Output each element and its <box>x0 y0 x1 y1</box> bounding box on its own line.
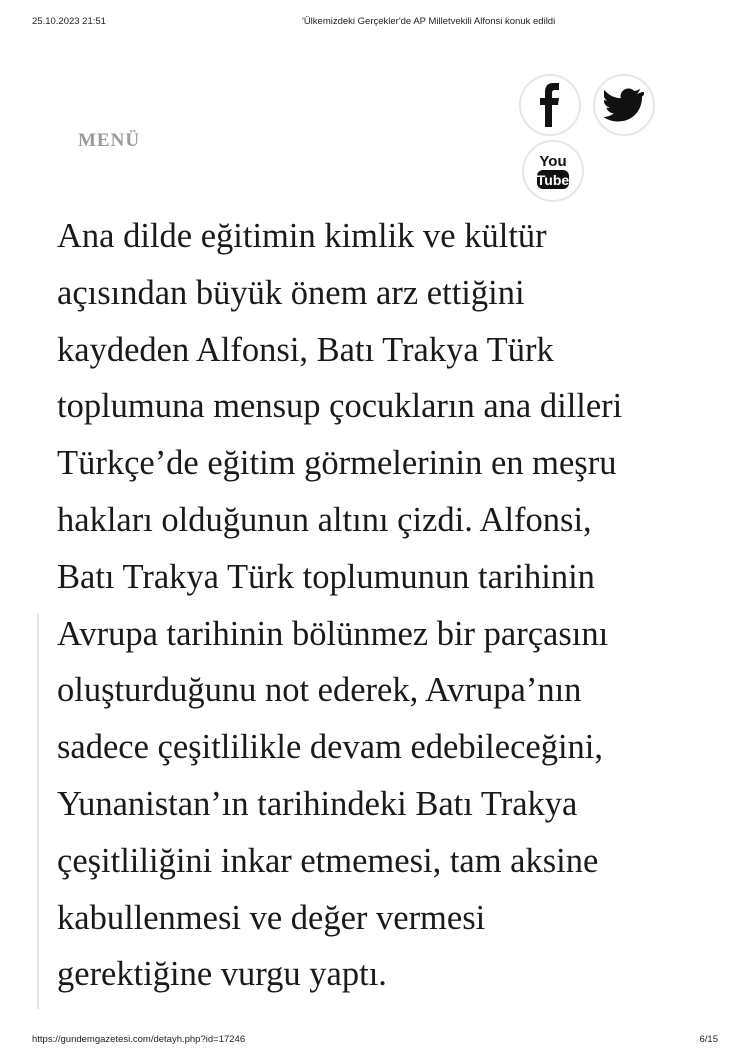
youtube-icon-top-text: You <box>539 153 567 170</box>
print-date: 25.10.2023 21:51 <box>32 16 106 27</box>
twitter-link[interactable] <box>593 74 655 136</box>
facebook-link[interactable] <box>519 74 581 136</box>
quote-divider <box>37 614 39 1009</box>
youtube-icon-bottom-text: Tube <box>536 172 570 188</box>
youtube-link[interactable] <box>522 140 584 202</box>
twitter-icon <box>604 87 644 123</box>
youtube-icon <box>533 149 573 193</box>
print-page-number: 6/15 <box>699 1034 718 1045</box>
print-url: https://gundemgazetesi.com/detayh.php?id=17246 <box>32 1034 246 1045</box>
article-paragraph: Ana dilde eğitimin kimlik ve kültür açısından büyük önem arz ettiğini kaydeden Alfonsi, Batı Trakya Türk toplumuna mensup çocukların ana dilleri Türkçe’de eğitim görmelerinin en meşru hakları olduğunun altını çizdi. Alfonsi, Batı Trakya Türk toplumunun tarihinin Avrupa tarihinin bölünmez bir parçasını oluşturduğunu not ederek, Avrupa’nın sadece çeşitlilikle devam edebileceğini, Yunanistan’ın tarihindeki Batı Trakya çeşitliliğini inkar etmemesi, tam aksine kabullenmesi ve değer vermesi gerektiğine vurgu yaptı. <box>57 217 623 994</box>
menu-button[interactable]: MENÜ <box>78 130 141 151</box>
facebook-icon <box>530 83 570 127</box>
print-page-title: 'Ülkemizdeki Gerçekler'de AP Milletvekili Alfonsi konuk edildi <box>302 16 556 27</box>
